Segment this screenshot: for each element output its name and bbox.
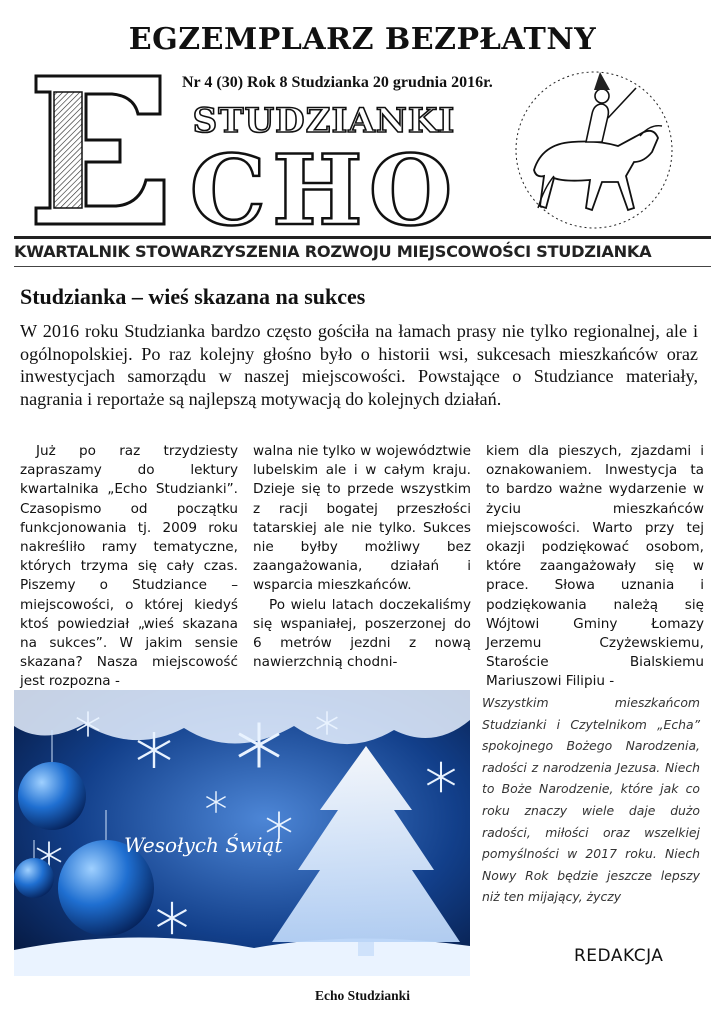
logo-studzianki — [174, 98, 474, 140]
logo-studzianki-text: STUDZIANKI — [192, 101, 456, 140]
article-headline: Studzianka – wieś skazana na sukces — [20, 284, 366, 309]
issue-info: Nr 4 (30) Rok 8 Studzianka 20 grudnia 2016r. — [182, 74, 493, 91]
article-column-3 — [486, 442, 704, 692]
article-column-1 — [20, 442, 238, 692]
column-2-paragraph-2: Po wielu latach doczekaliśmy się wspaniałej, poszerzonej do 6 metrów jezdni z nową nawierzchnią chodni- — [253, 596, 471, 671]
christmas-card-image — [14, 690, 470, 976]
masthead — [24, 66, 704, 236]
christmas-greeting: Wszystkim mieszkańcom Studzianki i Czytelnikom „Echa” spokojnego Bożego Narodzenia, radości z narodzenia Jezusa. Niech to Boże Narodzenie, które jak co roku znaczy wiele daje dużo radości, miłości oraz wszelkiej pomyślności w 2017 roku. Niech Nowy Rok będzie jeszcze lepszy niż ten mijający, życzy — [482, 695, 700, 905]
subtitle-rule-bottom — [14, 266, 711, 267]
tatar-rider-emblem — [494, 58, 694, 238]
editorial-signature: REDAKCJA — [574, 946, 664, 966]
article-column-2 — [253, 442, 471, 672]
column-1-paragraph: Już po raz trzydziesty zapraszamy do lektury kwartalnika „Echo Studzianki”. Czasopismo od początku funkcjonowania tj. 2009 roku nakreśliło ramy tematyczne, których trzyma się cały czas. Piszemy o Studziance – miejscowości, o której kiedyś ktoś powiedział „wieś skazana na sukces”. W jakim sensie skazana? Nasza miejscowość jest rozpozna - — [20, 443, 238, 690]
article-columns — [20, 442, 704, 690]
subtitle-rule-top — [14, 236, 711, 239]
logo-cho-text: CHO — [189, 140, 459, 230]
christmas-card-illustration — [14, 690, 470, 976]
logo-letter-e — [28, 70, 168, 230]
logo-cho — [174, 140, 474, 230]
publication-subtitle: KWARTALNIK STOWARZYSZENIA ROZWOJU MIEJSCOWOŚCI STUDZIANKA — [14, 242, 652, 261]
column-3-paragraph: kiem dla pieszych, zjazdami i oznakowaniem. Inwestycja ta to bardzo ważne wydarzenie w życiu mieszkańców miejscowości. Warto przy tej okazji podziękować osobom, które zaangażowały się w prace. Słowa uznania i podziękowania należą się Wójtowi Gminy Łomazy Jerzemu Czyżewskiemu, Staroście Bialskiemu Mariuszowi Filipiu - — [486, 443, 704, 690]
free-copy-banner: EGZEMPLARZ BEZPŁATNY — [128, 22, 597, 57]
logo-letter-e-glyph: E — [98, 182, 106, 193]
column-2-paragraph-1: walna nie tylko w województwie lubelskim ale i w całym kraju. Dzieje się to przede wszystkim z racji bogatej przeszłości tatarskiej ale nie tylko. Sukces nie byłby możliwy bez zaangażowania, działań i wsparcia mieszkańców. — [253, 443, 471, 594]
article-lead: W 2016 roku Studzianka bardzo często gościła na łamach prasy nie tylko regionalnej, ale i ogólnopolskiej. Po raz kolejny głośno było o historii wsi, sukcesach mieszkańców oraz inwestycjach samorządu w naszej miejscowości. Powstające o Studziance materiały, nagrania i reportaże są najlepszą motywacją do kolejnych działań. — [20, 321, 698, 409]
christmas-greeting-text: Wesołych Świąt — [124, 833, 283, 857]
page-footer: Echo Studzianki — [315, 988, 410, 1003]
